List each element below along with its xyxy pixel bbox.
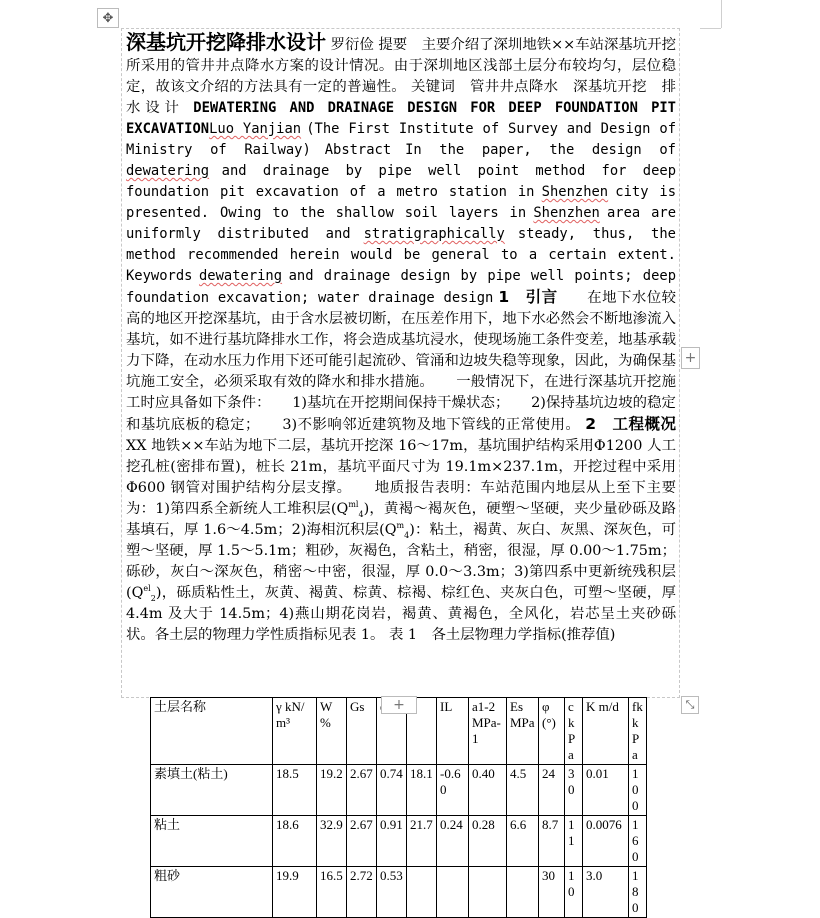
english-abstract-3: city is presented. Owing to the shallow soil layers in <box>126 184 677 221</box>
keywords-label: 关键词 <box>411 79 456 95</box>
table-row <box>151 816 647 867</box>
header-compressibility[interactable]: a1-2 MPa-1 <box>469 698 507 765</box>
table-cell[interactable]: 19.9 <box>273 867 317 918</box>
table-cell[interactable] <box>507 867 539 918</box>
table-caption: 表 1 各土层物理力学指标(推荐值) <box>388 627 616 643</box>
header-unit-weight[interactable]: γ kN/m³ <box>273 698 317 765</box>
section-1-title: 1 引言 <box>498 288 558 306</box>
geology-sup-a: ml <box>348 500 359 510</box>
english-abstract-1: In the paper, the design of <box>405 142 676 158</box>
section-2-paragraph: XX 地铁××车站为地下二层，基坑开挖深 16～17m，基坑围护结构采用Φ1200 人工挖孔桩(密排布置)，桩长 21m，基坑平面尺寸为 19.1m×237.1m，开挖过程中采用Φ600 钢管对围护结构分层支撑。 <box>126 438 676 496</box>
header-friction-angle[interactable]: φ (°) <box>539 698 565 765</box>
header-cohesion[interactable]: c kPa <box>565 698 583 765</box>
table-cell[interactable]: 3.0 <box>583 867 629 918</box>
table-cell[interactable]: 18.6 <box>273 816 317 867</box>
english-author: Luo Yanjian <box>209 121 302 137</box>
geology-sup-c: el <box>143 584 151 594</box>
table-cell[interactable]: 2.67 <box>347 816 377 867</box>
geology-text-b: )，黄褐～褐灰色，硬塑～坚硬，夹少量砂砾及路基填石，厚 1.6～4.5m；2)海相沉积层(Q <box>126 501 676 538</box>
spell-shenzhen: Shenzhen <box>541 184 609 200</box>
table-cell[interactable]: 6.6 <box>507 816 539 867</box>
table-cell[interactable]: 0.53 <box>377 867 407 918</box>
table-cell[interactable]: 4.5 <box>507 765 539 816</box>
condition-item-2: 2)保持基坑边坡的稳定和基坑底板的稳定； <box>126 395 676 433</box>
table-cell[interactable]: 0.74 <box>377 765 407 816</box>
english-abstract-4: area are uniformly distributed and <box>126 205 677 242</box>
table-cell[interactable]: 11 <box>565 816 583 867</box>
condition-item-1: 1)基坑在开挖期间保持干燥状态； <box>292 395 503 411</box>
table-cell[interactable]: -0.60 <box>437 765 469 816</box>
table-cell[interactable]: 18.5 <box>273 765 317 816</box>
soil-properties-table[interactable] <box>150 697 647 918</box>
table-cell[interactable]: 19.2 <box>317 765 347 816</box>
table-cell[interactable]: 30 <box>565 765 583 816</box>
page-corner-mark-top <box>700 28 721 29</box>
table-cell[interactable]: 素填土(粘土) <box>151 765 273 816</box>
condition-item-3: 3)不影响邻近建筑物及地下管线的正常使用。 <box>282 417 581 433</box>
table-cell[interactable]: 粗砂 <box>151 867 273 918</box>
table-row <box>151 765 647 816</box>
english-abstract-label: Abstract <box>324 142 392 158</box>
geology-text-d: )，砾质粘性土，灰黄、褐黄、棕黄、棕褐、棕红色、夹灰白色，可塑～坚硬，厚 4.4m 及大于 14.5m；4)燕山期花岗岩，褐黄、黄褐色，全风化，岩芯呈土夹砂砾状。各土层的物理力学性质指标见表 1。 <box>126 585 676 643</box>
english-abstract-5: steady, thus, the method recommended herein would be general to a certain extent. <box>126 226 676 263</box>
table-cell[interactable] <box>437 867 469 918</box>
keywords-cn: 管井井点降水 深基坑开挖 排水设计 <box>126 79 676 116</box>
table-cell[interactable]: 160 <box>629 816 647 867</box>
header-bearing-capacity[interactable]: fk kPa <box>629 698 647 765</box>
table-cell[interactable]: 21.7 <box>407 816 437 867</box>
table-cell[interactable]: 0.91 <box>377 816 407 867</box>
english-keywords-label: Keywords <box>126 268 193 284</box>
table-cell[interactable]: 32.9 <box>317 816 347 867</box>
spell-dewatering-2: dewatering <box>198 268 283 284</box>
table-cell[interactable]: 24 <box>539 765 565 816</box>
geology-text-a: 地质报告表明：车站范围内地层从上至下主要为：1)第四系全新统人工堆积层(Q <box>126 480 676 517</box>
header-permeability[interactable]: K m/d <box>583 698 629 765</box>
table-cell[interactable]: 10 <box>565 867 583 918</box>
english-abstract-2: and drainage by pipe well point method for deep foundation pit excavation of a metro station in <box>126 163 677 200</box>
table-cell[interactable]: 0.01 <box>583 765 629 816</box>
section-1-conditions: 一般情况下，在进行深基坑开挖施工时应具备如下条件： <box>126 374 676 411</box>
spell-shenzhen-2: Shenzhen <box>533 205 600 221</box>
table-cell[interactable]: 180 <box>629 867 647 918</box>
resize-handle-icon[interactable]: ⤡ <box>681 696 699 714</box>
doc-author: 罗衍俭 <box>330 37 374 53</box>
move-handle-icon[interactable]: ✥ <box>97 8 119 28</box>
table-cell[interactable]: 2.67 <box>347 765 377 816</box>
table-cell[interactable]: 2.72 <box>347 867 377 918</box>
table-cell[interactable] <box>469 867 507 918</box>
table-cell[interactable]: 0.0076 <box>583 816 629 867</box>
header-water-content[interactable]: W % <box>317 698 347 765</box>
table-row <box>151 867 647 918</box>
header-modulus[interactable]: Es MPa <box>507 698 539 765</box>
table-cell[interactable]: 粘土 <box>151 816 273 867</box>
english-keywords: and drainage design by pipe well points; deep foundation excavation; water drainage design <box>126 268 677 306</box>
geology-sub-a: 4 <box>358 509 364 519</box>
table-cell[interactable]: 100 <box>629 765 647 816</box>
abstract-cn: 主要介绍了深圳地铁××车站深基坑开挖所采用的管井井点降水方案的设计情况。由于深圳地区浅部土层分布较均匀，层位稳定，故该文介绍的方法具有一定的普遍性。 <box>126 37 676 95</box>
doc-title: 深基坑开挖降排水设计 <box>126 30 327 54</box>
table-cell[interactable]: 16.5 <box>317 867 347 918</box>
document-body[interactable] <box>126 32 676 646</box>
table-cell[interactable] <box>407 867 437 918</box>
abstract-label: 提要 <box>378 37 408 53</box>
table-cell[interactable]: 30 <box>539 867 565 918</box>
geology-text-c: )：粘土，褐黄、灰白、灰黑、深灰色，可塑～坚硬，厚 1.5～5.1m；粗砂，灰褐色，含粘土，稍密，很湿，厚 0.00～1.75m；砾砂，灰白～深灰色，稍密～中密，很湿，厚 0.0～3.3m；3)第四系中更新统残积层(Q <box>126 522 676 601</box>
english-affiliation: (The First Institute of Survey and Design of Ministry of Railway) <box>126 121 676 158</box>
page-corner-mark <box>721 0 722 28</box>
geology-sub-b: 4 <box>404 530 410 540</box>
table-cell[interactable]: 18.1 <box>407 765 437 816</box>
section-2-title: 2 工程概况 <box>585 415 676 433</box>
geology-sub-c: 2 <box>150 593 156 603</box>
geology-sup-b: m <box>396 521 405 531</box>
spell-dewatering: dewatering <box>126 163 210 179</box>
table-cell[interactable]: 8.7 <box>539 816 565 867</box>
header-soil-name[interactable]: 土层名称 <box>151 698 273 765</box>
add-row-plus-icon[interactable]: + <box>381 696 417 714</box>
header-specific-gravity[interactable]: Gs <box>347 698 377 765</box>
table-cell[interactable]: 0.28 <box>469 816 507 867</box>
spell-stratigraphically: stratigraphically <box>363 226 505 242</box>
add-column-plus-icon[interactable]: + <box>681 347 700 369</box>
table-cell[interactable]: 0.24 <box>437 816 469 867</box>
section-1-paragraph: 在地下水位较高的地区开挖深基坑，由于含水层被切断，在压差作用下，地下水必然会不断地渗流入基坑，如不进行基坑降排水工作，将会造成基坑浸水，使现场施工条件变差，地基承载力下降，在动水压力作用下还可能引起流砂、管涌和边坡失稳等现象，因此，为确保基坑施工安全，必须采取有效的降水和排水措施。 <box>126 290 676 390</box>
header-liquidity-index[interactable]: IL <box>437 698 469 765</box>
english-title: DEWATERING AND DRAINAGE DESIGN FOR DEEP FOUNDATION PIT EXCAVATION <box>126 100 676 137</box>
table-cell[interactable]: 0.40 <box>469 765 507 816</box>
